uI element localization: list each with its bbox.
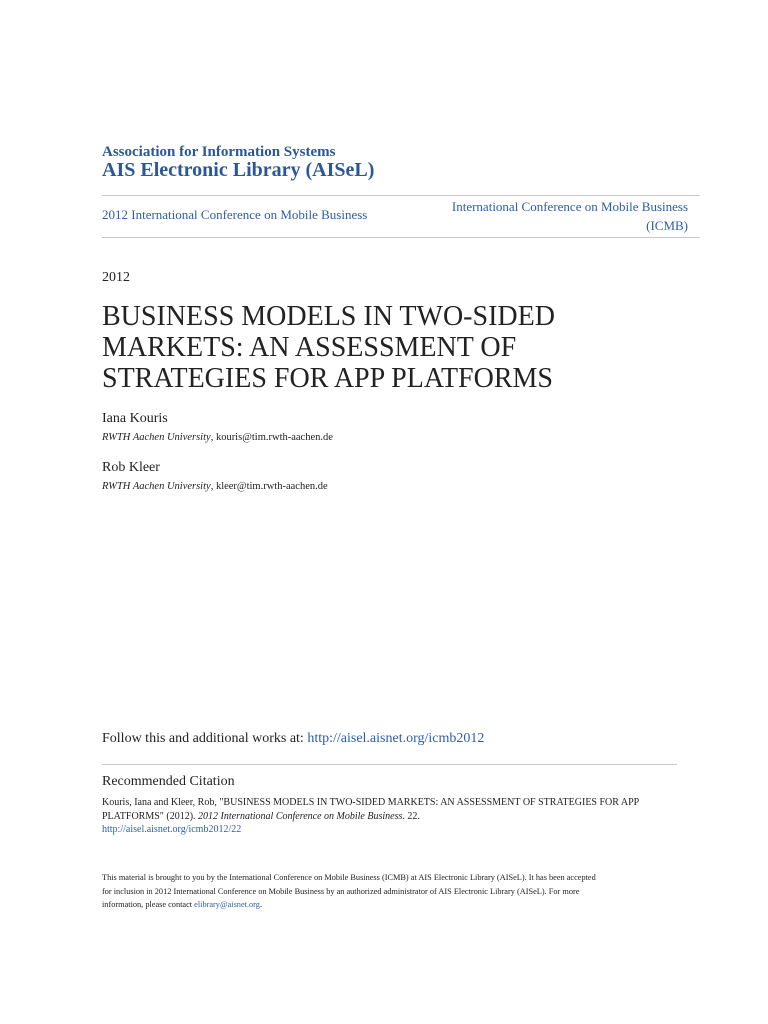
series-link-icmb[interactable] — [388, 197, 688, 235]
notice-line — [102, 898, 672, 912]
citation-rule — [102, 764, 677, 765]
series-link-icmb-line2: (ICMB) — [646, 218, 688, 233]
library-name: AIS Electronic Library (AISeL) — [102, 159, 375, 181]
header-bottom-rule — [102, 237, 700, 238]
recommended-citation-heading: Recommended Citation — [102, 774, 235, 789]
author-institution: RWTH Aachen University — [102, 481, 211, 492]
access-notice — [102, 871, 672, 912]
citation-line: Kouris, Iana and Kleer, Rob, "BUSINESS MODELS IN TWO-SIDED MARKETS: AN ASSESSMENT OF STRATEGIES FOR APP — [102, 797, 640, 808]
citation-prefix: PLATFORMS" (2012). — [102, 810, 199, 822]
author-affiliation — [102, 481, 328, 492]
publication-year: 2012 — [102, 270, 130, 285]
follow-label: Follow this and additional works at: — [102, 731, 308, 746]
series-link-icmb-line1: International Conference on Mobile Business — [451, 199, 688, 214]
author-email: , kleer@tim.rwth-aachen.de — [210, 481, 328, 492]
citation-url-link[interactable]: http://aisel.aisnet.org/icmb2012/22 — [102, 824, 242, 835]
notice-line: for inclusion in 2012 International Conference on Mobile Business by an authorized administrator of AIS Electronic Library (AISeL). For more — [102, 886, 580, 896]
header-top-rule — [102, 195, 700, 196]
citation-suffix: . 22. — [402, 810, 420, 822]
citation-text — [102, 796, 672, 837]
author-name: Rob Kleer — [102, 460, 160, 475]
series-link-conference[interactable]: 2012 International Conference on Mobile Business — [102, 207, 368, 222]
paper-title-line: STRATEGIES FOR APP PLATFORMS — [102, 363, 553, 394]
citation-venue: 2012 International Conference on Mobile Business — [198, 810, 403, 822]
notice-prefix: information, please contact — [102, 900, 195, 909]
notice-line: This material is brought to you by the International Conference on Mobile Business (ICMB) at AIS Electronic Library (AISeL). It has been accepted — [102, 873, 596, 882]
paper-title — [102, 301, 662, 394]
citation-line — [102, 810, 672, 824]
contact-email-link[interactable]: elibrary@aisnet.org — [194, 900, 260, 909]
notice-suffix: . — [259, 900, 263, 909]
author-institution: RWTH Aachen University — [102, 432, 211, 443]
follow-works — [102, 731, 484, 747]
author-name: Iana Kouris — [102, 411, 168, 426]
organization-name: Association for Information Systems — [102, 144, 336, 160]
author-email: , kouris@tim.rwth-aachen.de — [210, 432, 333, 443]
follow-url-link[interactable]: http://aisel.aisnet.org/icmb2012 — [307, 731, 485, 746]
paper-title-line: BUSINESS MODELS IN TWO-SIDED — [102, 301, 555, 332]
paper-title-line: MARKETS: AN ASSESSMENT OF — [102, 332, 517, 363]
author-affiliation — [102, 432, 333, 443]
